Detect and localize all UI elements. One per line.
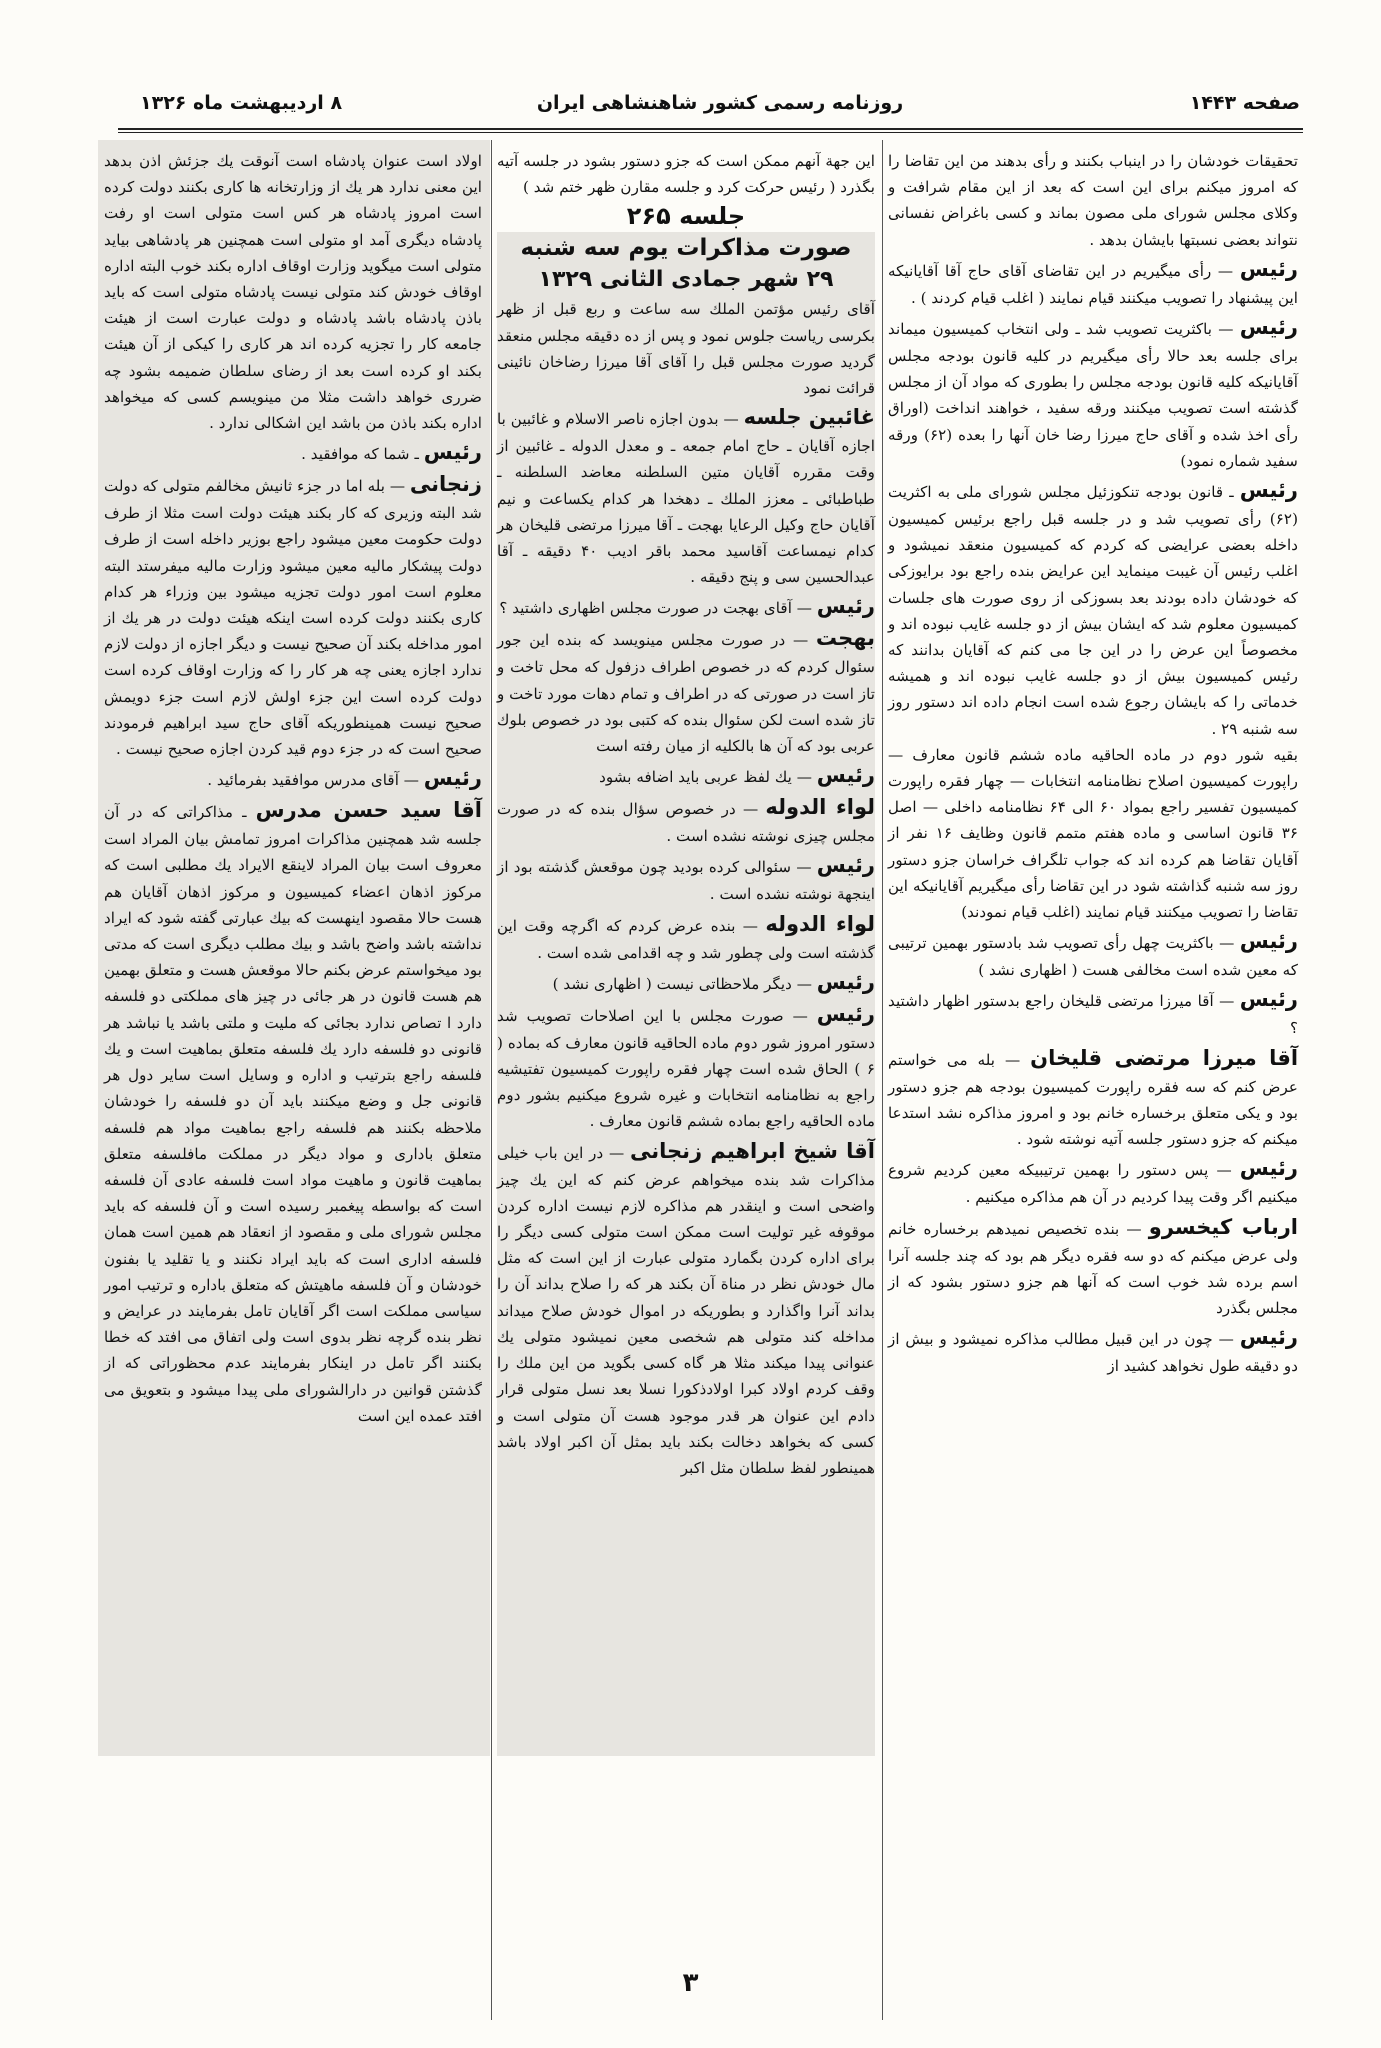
paragraph (497, 849, 875, 907)
session-title: صورت مذاکرات یوم سه شنبه (520, 235, 852, 262)
speaker-name: رئیس (816, 763, 875, 788)
paragraph-text: — باکثریت تصویب شد ـ ولی انتخاب کمیسیون میماند برای جلسه بعد حالا رأی میگیریم در کلیه قانون بودجه مجلس آقایانیکه کلیه قانون بودجه مجلس را بطوری که مواد آن از مجلس گذشته است تصویب میکنند ورقه سفید ، خواهند انداخت (اوراق رأی اخذ شده و آقای حاج میرزا رضا خان آنها را بعده (۶۲) ورقه سفید شماره نمود) (888, 320, 1298, 470)
speaker-name: رئیس (816, 969, 875, 994)
speaker-name: رئیس (1239, 987, 1298, 1012)
paragraph-text: — رأی میگیریم در این تقاضای آقای حاج آقا آقایانیکه این پیشنهاد را تصویب میکنند قیام نمایند ( اغلب قیام کردند ) . (888, 261, 1298, 307)
paragraph (104, 436, 482, 468)
paragraph (497, 296, 875, 401)
page-header (140, 86, 1300, 126)
speaker-name: رئیس (1239, 256, 1299, 281)
paragraph-text: — در خصوص سؤال بنده که در صورت مجلس چیزی نوشته نشده است . (497, 800, 875, 846)
speaker-name: رئیس (1239, 929, 1298, 954)
header-rule (118, 128, 1303, 130)
paragraph-text: — بنده تخصیص نمیدهم برخساره خانم ولی عرض میکنم که دو سه فقره دیگر هم بود که چند جلسه آنرا اسم برده شد خوب است که آنها هم جزو دستور بشود که از مجلس بگذرد (888, 1219, 1298, 1317)
paragraph-text: — دیگر ملاحظاتی نیست ( اظهاری نشد ) (552, 974, 812, 993)
issue-date: ۸ اردیبهشت ماه ۱۳۲۶ (140, 92, 343, 114)
column-divider-right (882, 140, 883, 2020)
paragraph-text: — آقای بهجت در صورت مجلس اظهاری داشتید ؟ (499, 599, 812, 618)
paragraph (888, 1211, 1298, 1322)
paragraph (497, 401, 875, 590)
paragraph (104, 468, 482, 762)
paragraph (497, 590, 875, 622)
session-number: جلسه ۲۶۵ (626, 202, 746, 231)
newspaper-title: روزنامه رسمی کشور شاهنشاهی ایران (536, 92, 904, 114)
speaker-name: آقا سید حسن مدرس (255, 798, 482, 823)
paragraph-text: — آقای مدرس موافقید بفرمائید . (207, 771, 419, 790)
middle-body (497, 296, 875, 1481)
paragraph-text: — بنده عرض کردم که اگرچه وقت این گذشته است ولی چطور شد و چه اقدامی شده است . (497, 916, 875, 962)
paragraph (888, 474, 1298, 742)
paragraph (497, 791, 875, 849)
paragraph (497, 622, 875, 759)
page-number: ۳ (682, 1968, 699, 1998)
paragraph-text: — یك لفظ عربی باید اضافه بشود (599, 768, 812, 787)
right-column (888, 148, 1298, 1379)
speaker-name: رئیس (1239, 1325, 1298, 1350)
paragraph-text: بقیه شور دوم در ماده الحاقیه ماده ششم قانون معارف — راپورت کمیسیون اصلاح نظامنامه انتخابات — چهار فقره راپورت کمیسیون تفسیر راجع بمواد ۶۰ الی ۶۴ نظامنامه داخلی — اصل ۳۶ قانون اساسی و ماده هفتم متمم قانون وظایف ۱۶ نفر از آقایان تقاضا هم کرده اند که جواب تلگراف خراسان جزو دستور روز سه شنبه گذاشته شود در این تقاضا رأی میگیریم آقایانیکه این تقاضا را تصویب میکنند قیام نمایند (اغلب قیام نمودند) (888, 745, 1299, 922)
paragraph (104, 148, 482, 436)
paragraph (497, 998, 875, 1135)
paragraph-text: — چون در این قبیل مطالب مذاکره نمیشود و بیش از دو دقیقه طول نخواهد کشید از (888, 1330, 1298, 1376)
paragraph-text: ـ شما که موافقید . (301, 445, 419, 464)
paragraph-text: ـ قانون بودجه تنکوزئیل مجلس شورای ملی به اکثریت (۶۲) رأی تصویب شد و در جلسه قبل راجع برئیس کمیسیون داخله بعضی عرایضی که کردم که کمیسیون منعقد نمیشود و اغلب رئیس آن غیبت مینماید این عرایض بنده راجع بود برایوزکی که خودشان داده بودند بعد بسوزکی از روی صورت های جلسات کمیسیون معلوم شد که ایشان بیش از دو جلسه غایب نبوده اند و مخصوصاً این عرض را در این جا می کنم که آقایان بدانند که رئیس کمیسیون بیش از دو جلسه غایب نبوده اند و همیشه خدماتی را که بایشان رجوع شده است انجام داده اند دستور روز سه شنبه ۲۹ . (888, 483, 1298, 738)
paragraph (497, 908, 875, 966)
speaker-name: آقا میرزا مرتضی قلیخان (1030, 1045, 1299, 1070)
paragraph (104, 762, 482, 794)
speaker-name: بهجت (815, 626, 875, 651)
paragraph (888, 253, 1298, 311)
column-divider-left (491, 140, 492, 2020)
speaker-name: رئیس (423, 766, 482, 791)
paragraph-text: — در این باب خیلی مذاکرات شد بنده میخواهم عرض کنم که این یك چیز واضحی است و اینقدر هم مذاکره لازم نیست اداره کردن موقوفه غیر تولیت است ممکن است متولی کسی دیگر را برای اداره کردن بگمارد متولی عبارت از این است که مثل مال خودش نظر در مناة آن بکند هر که را صلاح بداند آن را بداند آنرا واگذارد و بطوریکه در اموال خودش صلاح میداند مداخله کند متولی هم شخصی معین نمیشود متولی یك عنوانی پیدا میکند مثلا هر گاه کسی بگوید من این ملك را وقف کردم اولاد کبرا اولادذکورا نسلا بعد نسل متولی قرار دادم این عنوان هر قدر موجود هست آن متولی است و کسی که بخواهد دخالت بکند باید بمثل آن اکبر اولاد باشد همینطور لفظ سلطان مثل اکبر (497, 1143, 875, 1477)
paragraph-text: — آقا میرزا مرتضی قلیخان راجع بدستور اظهار داشتید ؟ (888, 992, 1298, 1038)
paragraph (497, 759, 875, 791)
session-date: ۲۹ شهر جمادی الثانی ۱۳۲۹ (538, 267, 834, 293)
paragraph (497, 1135, 875, 1481)
paragraph-text: — پس دستور را بهمین ترتیبیکه معین کردیم شروع میکنیم اگر وقت پیدا کردیم در آن هم مذاکره میکنیم . (888, 1161, 1298, 1207)
speaker-name: رئیس (1239, 478, 1299, 503)
paragraph (888, 742, 1298, 925)
paragraph-text: تحقیقات خودشان را در اینباب بکنند و رأی بدهند من این تقاضا را که امروز میکنم برای این است که بعد از این مقام شرافت و وکلای مجلس شورای ملی مصون بماند و کسی باغراض نفسانی نتواند بعضی نسبتها بایشان بدهد . (888, 152, 1298, 249)
paragraph (888, 311, 1298, 474)
speaker-name: رئیس (1239, 315, 1298, 340)
speaker-name: غائبین جلسه (743, 405, 876, 430)
paragraph (888, 1042, 1298, 1153)
middle-intro: این جهة آنهم ممکن است که جزو دستور بشود در جلسه آتیه بگذرد ( رئیس حرکت کرد و جلسه مقارن ظهر ختم شد ) (497, 152, 875, 197)
paragraph-text: — بله اما در جزء ثانیش مخالفم متولی که دولت شد البته وزیری که کار بکند هیئت دولت است مثلا از طرف دولت حکومت معین میشود راجع بوزیر داخله است از طرف دولت پیشکار مالیه معین میشود وزارت مالیه میفرستد البته معلوم است امور دولت تجزیه میشود بین وزراء هر کدام کاری بکنند دولت کرده است اینکه هیئت دولت در هر یك از امور مداخله بکند آن صحیح نیست و دیگر اجازه از دولت لازم ندارد اجازه یعنی چه هر کار را که وزارت اوقاف کرده است دولت کرده است این جزء اولش لازم است جزء دویمش صحیح نیست همینطوریکه آقای حاج سید ابراهیم فرمودند صحیح است که در جزء دوم قید کردن اجازه صحیح نیست . (104, 477, 482, 759)
paragraph-text: — سئوالی کرده بودید چون موقعش گذشته بود از اینجهة نوشته نشده است . (497, 858, 875, 904)
paragraph-text: — بدون اجازه ناصر الاسلام و غائبین با اجازه آقایان ـ حاج امام جمعه ـ و معدل الدوله ـ غائبین از وقت مقرره آقایان متین السلطنه معاضد السلطنه ـ طباطبائی ـ معزز الملك ـ دهخدا هر کدام یکساعت و نیم آقایان حاج وکیل الرعایا بهجت ـ آقا میرزا مرتضی قلیخان هر کدام نیمساعت آقاسید محمد باقر ادیب ۴۰ دقیقه ـ آقا عبدالحسین سی و پنج دقیقه . (497, 410, 875, 587)
middle-column (497, 148, 875, 1481)
paragraph-text: — بله می خواستم عرض کنم که سه فقره راپورت کمیسیون بودجه هم جزو دستور بود و یکی متعلق برخساره خانم بود و امروز مذاکره نشد استدعا میکنم که جزو دستور جلسه آتیه نوشته شود . (888, 1050, 1298, 1149)
paragraph (888, 1152, 1298, 1210)
speaker-name: لواء الدوله (765, 795, 876, 820)
paragraph (888, 983, 1298, 1041)
paragraph (888, 1321, 1298, 1379)
page-label: صفحه ۱۴۴۳ (1189, 92, 1300, 114)
speaker-name: آقا شیخ ابراهیم زنجانی (629, 1138, 875, 1163)
speaker-name: لواء الدوله (765, 911, 876, 936)
left-column (104, 148, 482, 1429)
paragraph-text: — صورت مجلس با این اصلاحات تصویب شد دستور امروز شور دوم ماده الحاقیه قانون معارف که بماده ( ۶ ) الحاق شده است چهار فقره راپورت کمیسیون تفتیشیه راجع به نظامنامه انتخابات و غیره شروع میکنیم بشور دوم ماده الحاقیه راجع بماده ششم قانون معارف . (497, 1006, 875, 1131)
paragraph-text: ـ مذاکراتی که در آن جلسه شد همچنین مذاکرات امروز تمامش بیان المراد است معروف است بیان المراد لاینقع الایراد یك مطلبی است که مرکوز اذهان اعضاء کمیسیون و مرکوز اذهان آقایان هم هست حالا مقصود اینهست که بیك عبارتی گفته شود که ایراد نداشته باشد واضح باشد و بیك مطلب دیگری است که مدتی بود میخواستم عرض بکنم حالا موقعش هست و متعلق بهمین هم هست قانون در هر جائی در چیز های مملکتی دو فلسفه دارد ا تصاص ندارد بجائی که ملیت و ملتی باشد یا نباشد هر قانونی دو فلسفه دارد یك فلسفه متعلق بماهیت است و یك فلسفه راجع بترتیب و اداره و وسایل است سایر دول هر قانونی جل و وضع میکنند باید آن دو فلسفه را خودشان ملاحظه بکنند هم فلسفه راجع بماهیت مواد هم فلسفه متعلق باداری و مواد دیگر در مملکت مافلسفه متعلق بماهیت قانون و ماهیت مواد است فلسفه عادی آن فلسفه است که بواسطه پیغمبر رسیده است و آن فلسفه که باید مجلس شورای ملی و مقصود از انعقاد هم همین است همان فلسفه اداری است که باید ایراد نکنند و یا تقلید یا بفنون خودشان و آن فلسفه ماهیتش که متعلق باداره و ترتیب امور سیاسی مملکت است اگر آقایان تامل بفرمایند در عرایض و نظر بنده گرچه نظر بدوی است ولی اتفاق می افتد که خطا بکنند اگر تامل در اینکار بفرمایند عدم محظوراتی که از گذشتن قوانین در دارالشورای ملی پیدا میشود و بتعویق می افتد عمده این است (104, 803, 482, 1425)
speaker-name: زنجانی (409, 472, 482, 497)
speaker-name: ارباب کیخسرو (1148, 1214, 1299, 1239)
header-rule-thin (118, 132, 1303, 133)
paragraph-text: — در صورت مجلس مینویسد که بنده این جور سئوال کردم که در خصوص اطراف دزفول که محل تاخت و تاز است در صورتی که در اطراف و تمام دهات مورد تاخت و تاز شده است لکن سئوال بنده که کتبی بود در خصوص بلوك عربی بود که آن ها بالکلیه از میان رفته است (497, 631, 875, 756)
paragraph-text: آقای رئیس مؤتمن الملك سه ساعت و ربع قبل از ظهر بکرسی ریاست جلوس نمود و پس از ده دقیقه مجلس منعقد گردید صورت مجلس قبل را آقای آقا میرزا رضاخان نائینی قرائت نمود (497, 300, 875, 398)
speaker-name: رئیس (423, 440, 482, 465)
session-heading (497, 200, 875, 296)
paragraph-text: اولاد است عنوان پادشاه است آنوقت یك جزئش اذن بدهد این معنی ندارد هر یك از وزارتخانه ها کاری بکنند دولت کرده است امروز پادشاه هر کس است متولی است او رفت پادشاه دیگری آمد او متولی است همچنین هر پادشاهی بیاید متولی است میگوید وزارت اوقاف اداره بکند خوب البته اداره اوقاف خودش کند متولی نیست پادشاه متولی است که باید باذن پادشاه باشد پادشاه و دولت عبارت است از هیئت جامعه کار را تجزیه کرده اند هر کاری را کیکی از آن هیئت بکند او کرده است بعد از رضای سلطان ضمیمه بشود چه ضرری خواهد داشت مثلا من مینویسم کسی که میخواهد اداره بکند باذن من باشد این اشکالی ندارد . (104, 152, 482, 433)
paragraph (104, 794, 482, 1429)
paragraph (888, 148, 1298, 253)
speaker-name: رئیس (816, 1001, 876, 1026)
paragraph (888, 925, 1298, 983)
paragraph-text: — باکثریت چهل رأی تصویب شد بادستور بهمین ترتیبی که معین شده است مخالفی هست ( اظهاری نشد ) (888, 934, 1298, 980)
paragraph (497, 966, 875, 998)
speaker-name: رئیس (816, 594, 875, 619)
speaker-name: رئیس (816, 853, 875, 878)
speaker-name: رئیس (1239, 1156, 1298, 1181)
